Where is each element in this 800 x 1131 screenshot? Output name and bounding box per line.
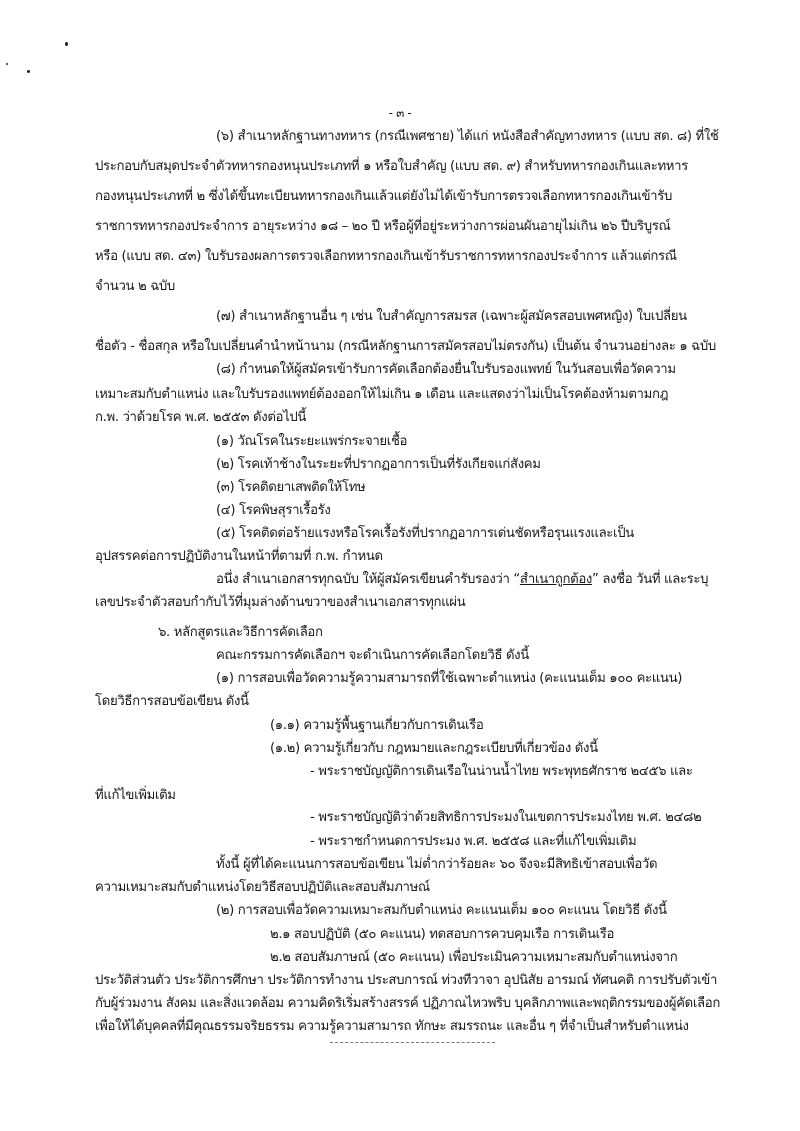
paragraph-line: ประกอบกับสมุดประจำตัวทหารกองหนุนประเภทที่ ๑ หรือใบสำคัญ (แบบ สด. ๙) สำหรับทหารกองเกินและทหาร: [95, 159, 688, 174]
list-item: ๒.๒ สอบสัมภาษณ์ (๕๐ คะแนน) เพื่อประเมินความเหมาะสมกับตำแหน่งจาก: [270, 950, 678, 965]
note-line: [216, 570, 708, 590]
end-divider: [330, 1042, 495, 1043]
paragraph-line: (๗) สำเนาหลักฐานอื่น ๆ เช่น ใบสำคัญการสมรส (เฉพาะผู้สมัครสอบเพศหญิง) ใบเปลี่ยน: [216, 309, 687, 324]
list-item: (๓) โรคติดยาเสพติดให้โทษ: [216, 480, 366, 495]
page-number: - ๓ -: [388, 106, 412, 120]
list-item: (๑) วัณโรคในระยะแพร่กระจายเชื้อ: [216, 434, 408, 449]
paragraph-line: (๒) การสอบเพื่อวัดความเหมาะสมกับตำแหน่ง คะแนนเต็ม ๑๐๐ คะแนน โดยวิธี ดังนี้: [216, 903, 667, 918]
paragraph-line: ชื่อตัว - ชื่อสกุล หรือใบเปลี่ยนคำนำหน้านาม (กรณีหลักฐานการสมัครสอบไม่ตรงกัน) เป็นต้น จำนวนอย่างละ ๑ ฉบับ: [95, 339, 716, 354]
list-item: ๒.๑ สอบปฏิบัติ (๕๐ คะแนน) ทดสอบการควบคุมเรือ การเดินเรือ: [270, 927, 615, 942]
list-item: (๑.๒) ความรู้เกี่ยวกับ กฎหมายและกฎระเบียบที่เกี่ยวข้อง ดังนี้: [270, 741, 598, 756]
list-item: (๕) โรคติดต่อร้ายแรงหรือโรคเรื้อรังที่ปรากฏอาการเด่นชัดหรือรุนแรงและเป็น: [216, 526, 634, 541]
certified-copy-text: สำเนาถูกต้อง: [519, 572, 592, 587]
list-item: - พระราชบัญญัติว่าด้วยสิทธิการประมงในเขตการประมงไทย พ.ศ. ๒๔๘๒: [310, 810, 702, 825]
paragraph-line: ความเหมาะสมกับตำแหน่งโดยวิธีสอบปฏิบัติและสอบสัมภาษณ์: [95, 880, 430, 895]
list-item: - พระราชกำหนดการประมง พ.ศ. ๒๕๕๘ และที่แก้ไขเพิ่มเติม: [310, 834, 637, 849]
note-text: ” ลงชื่อ วันที่ และระบุ: [592, 572, 709, 587]
paragraph-line: เลขประจำตัวสอบกำกับไว้ที่มุมล่างด้านขวาของสำเนาเอกสารทุกแผ่น: [95, 595, 466, 610]
paragraph-line: โดยวิธีการสอบข้อเขียน ดังนี้: [95, 694, 249, 709]
paragraph-line: กับผู้ร่วมงาน สังคม และสิ่งแวดล้อม ความคิดริเริ่มสร้างสรรค์ ปฏิภาณไหวพริบ บุคลิกภาพและพฤติกรรมของผู้คัดเลือก: [95, 996, 720, 1011]
list-item: - พระราชบัญญัติการเดินเรือในน่านน้ำไทย พระพุทธศักราช ๒๔๕๖ และ: [310, 764, 693, 779]
paragraph-line: หรือ (แบบ สด. ๔๓) ใบรับรองผลการตรวจเลือกทหารกองเกินเข้ารับราชการทหารกองประจำการ แล้วแต่กรณี: [95, 249, 677, 264]
scan-speck: [6, 63, 8, 65]
paragraph-line: เหมาะสมกับตำแหน่ง และใบรับรองแพทย์ต้องออกให้ไม่เกิน ๑ เดือน และแสดงว่าไม่เป็นโรคต้องห้ามตามกฎ: [95, 387, 669, 402]
paragraph-line: อุปสรรคต่อการปฏิบัติงานในหน้าที่ตามที่ ก.พ. กำหนด: [95, 549, 383, 564]
paragraph-line: เพื่อให้ได้บุคคลที่มีคุณธรรมจริยธรรม ความรู้ความสามารถ ทักษะ สมรรถนะ และอื่น ๆ ที่จำเป็นสำหรับตำแหน่ง: [95, 1019, 689, 1034]
paragraph-line: (๘) กำหนดให้ผู้สมัครเข้ารับการคัดเลือกต้องยื่นใบรับรองแพทย์ ในวันสอบเพื่อวัดความ: [216, 362, 676, 377]
paragraph-line: กองหนุนประเภทที่ ๒ ซึ่งได้ขึ้นทะเบียนทหารกองเกินแล้วแต่ยังไม่ได้เข้ารับการตรวจเลือกทหารกองเกินเข้ารับ: [95, 189, 672, 204]
list-item: (๑.๑) ความรู้พื้นฐานเกี่ยวกับการเดินเรือ: [270, 718, 484, 733]
note-text: อนึ่ง สำเนาเอกสารทุกฉบับ ให้ผู้สมัครเขียนคำรับรองว่า “: [216, 572, 520, 587]
paragraph-line: ทั้งนี้ ผู้ที่ได้คะแนนการสอบข้อเขียน ไม่ต่ำกว่าร้อยละ ๖๐ จึงจะมีสิทธิเข้าสอบเพื่อวัด: [216, 857, 658, 872]
scan-speck: [27, 70, 30, 73]
paragraph-line: ก.พ. ว่าด้วยโรค พ.ศ. ๒๕๕๓ ดังต่อไปนี้: [95, 410, 307, 425]
paragraph-line: คณะกรรมการคัดเลือกฯ จะดำเนินการคัดเลือกโดยวิธี ดังนี้: [216, 648, 529, 663]
paragraph-line: จำนวน ๒ ฉบับ: [95, 279, 175, 294]
paragraph-line: ประวัติส่วนตัว ประวัติการศึกษา ประวัติการทำงาน ประสบการณ์ ท่วงทีวาจา อุปนิสัย อารมณ์ ทัศนคติ การปรับตัวเข้า: [95, 973, 718, 988]
section-heading: ๖. หลักสูตรและวิธีการคัดเลือก: [158, 625, 323, 640]
paragraph-line: ราชการทหารกองประจำการ อายุระหว่าง ๑๘ – ๒๐ ปี หรือผู้ที่อยู่ระหว่างการผ่อนผันอายุไม่เกิน ๒๖ ปีบริบูรณ์: [95, 219, 671, 234]
paragraph-line: ที่แก้ไขเพิ่มเติม: [95, 788, 176, 803]
scan-speck: [65, 42, 68, 46]
list-item: (๒) โรคเท้าช้างในระยะที่ปรากฏอาการเป็นที่รังเกียจแก่สังคม: [216, 457, 541, 472]
paragraph-line: (๖) สำเนาหลักฐานทางทหาร (กรณีเพศชาย) ได้แก่ หนังสือสำคัญทางทหาร (แบบ สด. ๘) ที่ใช้: [216, 129, 719, 144]
list-item: (๔) โรคพิษสุราเรื้อรัง: [216, 503, 331, 518]
paragraph-line: (๑) การสอบเพื่อวัดความรู้ความสามารถที่ใช้เฉพาะตำแหน่ง (คะแนนเต็ม ๑๐๐ คะแนน): [216, 671, 683, 686]
